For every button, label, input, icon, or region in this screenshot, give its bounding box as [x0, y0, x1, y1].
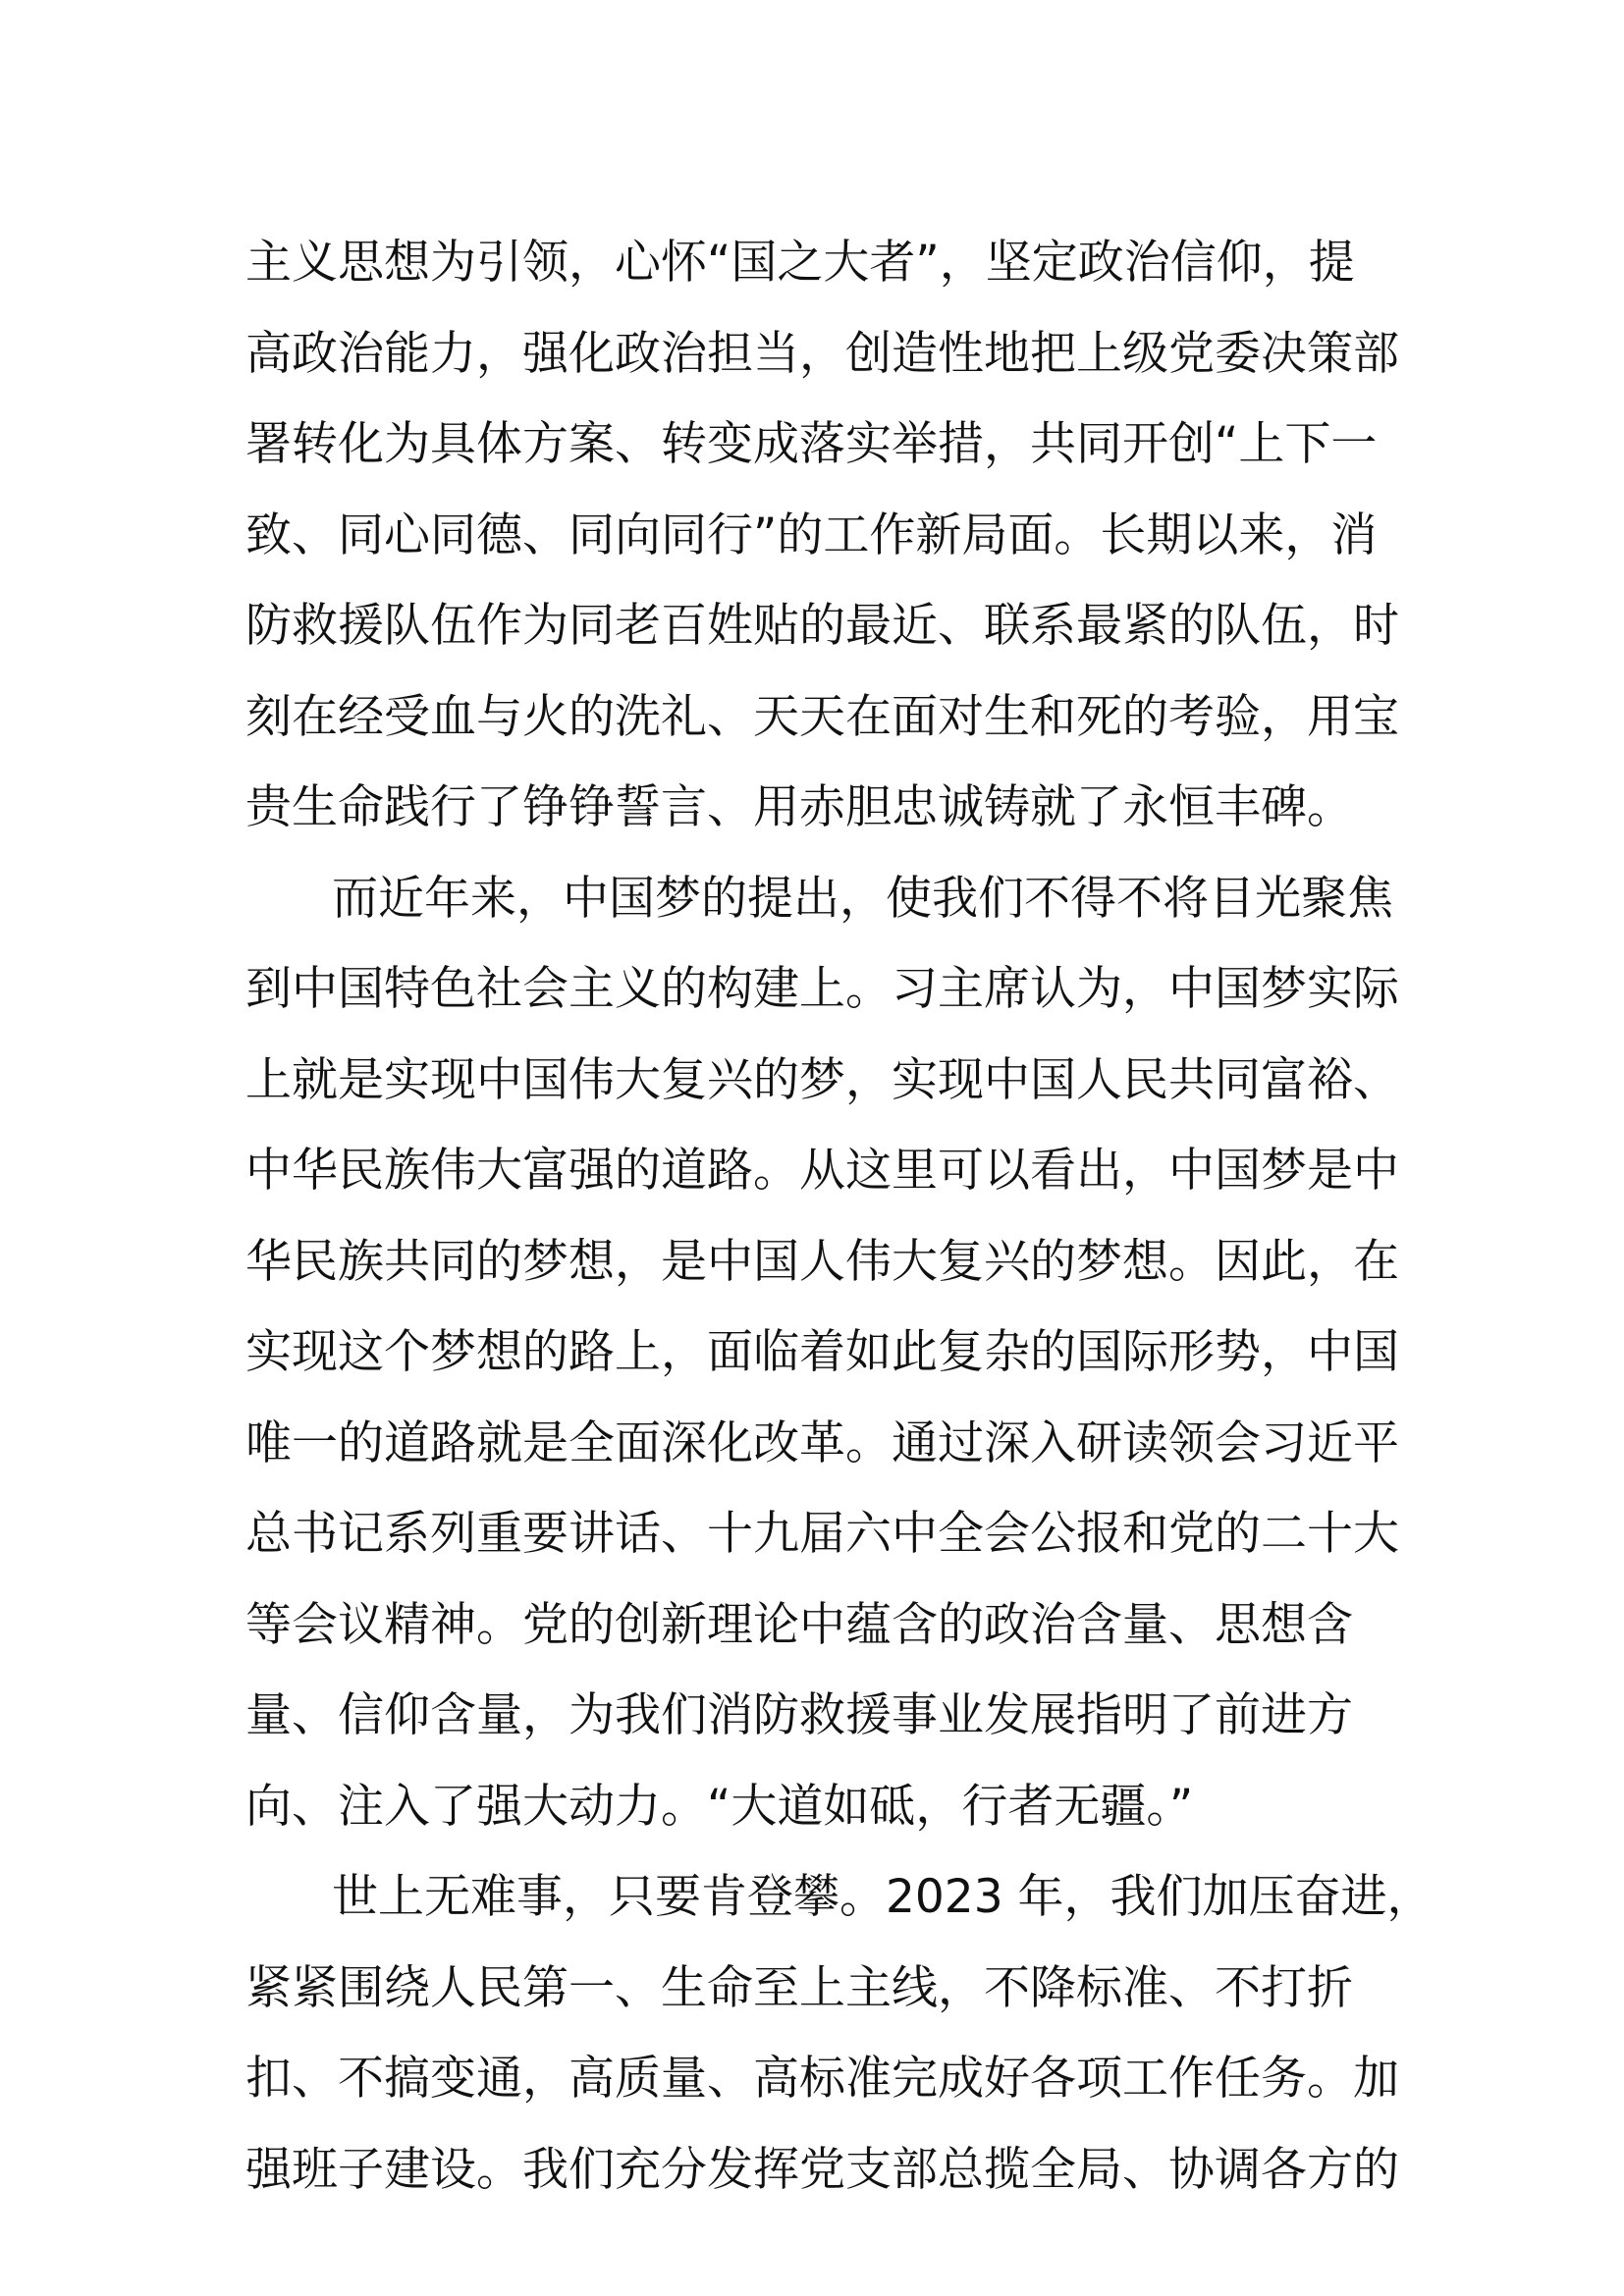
text-line-15: 总书记系列重要讲话、十九届六中全会公报和党的二十大 — [245, 1507, 1399, 1561]
text-line-9: 到中国特色社会主义的构建上。习主席认为，中国梦实际 — [245, 962, 1399, 1016]
paragraph-2-first-line: 而近年来，中国梦的提出，使我们不得不将目光聚焦 — [332, 871, 1393, 926]
text-line-2: 高政治能力，强化政治担当，创造性地把上级党委决策部 — [245, 326, 1399, 381]
text-line-22: 强班子建设。我们充分发挥党支部总揽全局、协调各方的 — [245, 2142, 1399, 2197]
text-line-10: 上就是实现中国伟大复兴的梦，实现中国人民共同富裕、 — [245, 1052, 1399, 1107]
text-line-5: 防救援队伍作为同老百姓贴的最近、联系最紧的队伍，时 — [245, 599, 1399, 653]
text-line-20: 紧紧围绕人民第一、生命至上主线，不降标准、不打折 — [245, 1960, 1353, 2015]
text-line-4: 致、同心同德、同向同行”的工作新局面。长期以来，消 — [245, 507, 1378, 562]
text-line-17: 量、信仰含量，为我们消防救援事业发展指明了前进方 — [245, 1688, 1353, 1742]
text-line-6: 刻在经受血与火的洗礼、天天在面对生和死的考验，用宝 — [245, 689, 1399, 744]
text-line-21: 扣、不搞变通，高质量、高标准完成好各项工作任务。加 — [245, 2052, 1399, 2106]
text-line-18: 向、注入了强大动力。“大道如砥，行者无疆。” — [245, 1779, 1194, 1834]
text-line-11: 中华民族伟大富强的道路。从这里可以看出，中国梦是中 — [245, 1144, 1399, 1198]
paragraph-3-first-line: 世上无难事，只要肯登攀。2023 年，我们加压奋进， — [332, 1870, 1434, 1924]
text-line-1: 主义思想为引领，心怀“国之大者”，坚定政治信仰，提 — [245, 236, 1355, 290]
body-text — [245, 218, 1434, 2216]
text-line-16: 等会议精神。党的创新理论中蕴含的政治含量、思想含 — [245, 1597, 1353, 1652]
text-line-7: 贵生命践行了铮铮誓言、用赤胆忠诚铸就了永恒丰碑。 — [245, 780, 1353, 834]
text-line-13: 实现这个梦想的路上，面临着如此复杂的国际形势，中国 — [245, 1325, 1399, 1379]
text-line-12: 华民族共同的梦想，是中国人伟大复兴的梦想。因此，在 — [245, 1234, 1399, 1289]
text-line-3: 署转化为具体方案、转变成落实举措，共同开创“上下一 — [245, 417, 1378, 471]
text-line-14: 唯一的道路就是全面深化改革。通过深入研读领会习近平 — [245, 1415, 1399, 1470]
